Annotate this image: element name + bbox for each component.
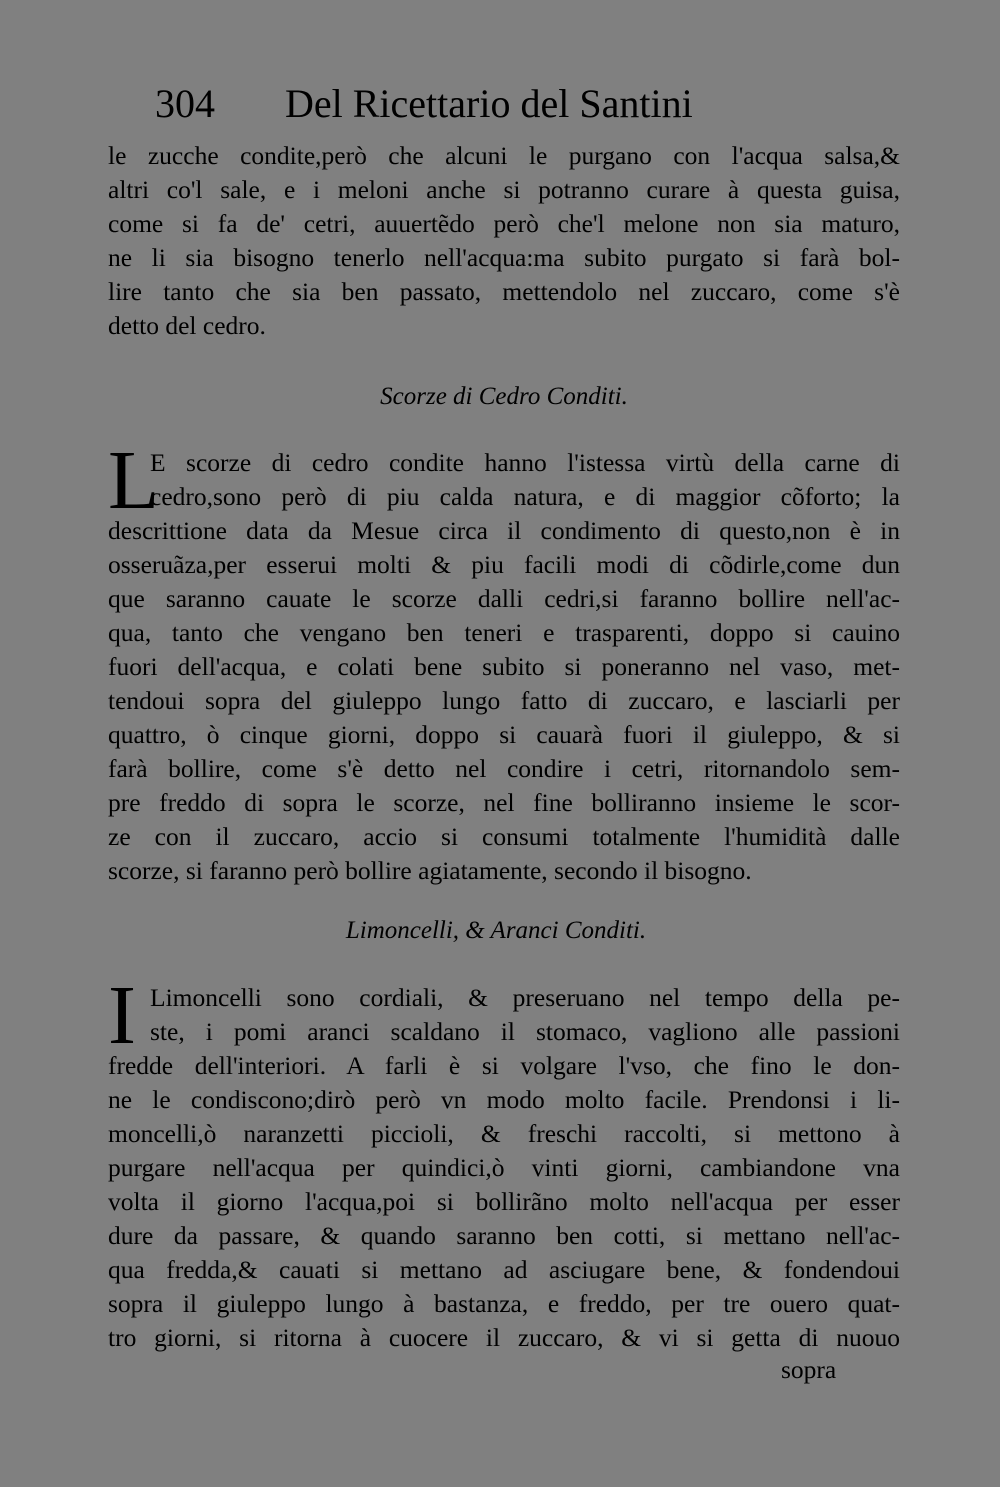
text-line: qua, tanto che vengano ben teneri e trasparenti, doppo si cauino — [108, 618, 900, 647]
text-line: scorze, si faranno però bollire agiatamente, secondo il bisogno. — [108, 856, 752, 885]
text-line: moncelli,ò naranzetti piccioli, & freschi raccolti, si mettono à — [108, 1119, 900, 1148]
text-line: tro giorni, si ritorna à cuocere il zuccaro, & vi si getta di nuouo — [108, 1323, 900, 1352]
text-line: ne li sia bisogno tenerlo nell'acqua:ma subito purgato si farà bol- — [108, 243, 900, 272]
text-line: Limoncelli sono cordiali, & preseruano nel tempo della pe- — [150, 983, 900, 1012]
drop-cap: L — [108, 434, 160, 527]
text-line: qua fredda,& cauati si mettano ad asciugare bene, & fondendoui — [108, 1255, 900, 1284]
text-line: osseruãza,per esserui molti & piu facili modi di cõdirle,come dun — [108, 550, 900, 579]
running-head — [155, 76, 775, 132]
text-line: volta il giorno l'acqua,poi si bollirãno molto nell'acqua per esser — [108, 1187, 900, 1216]
text-line: cedro,sono però di piu calda natura, e di maggior cõforto; la — [150, 482, 900, 511]
text-line: ne le condiscono;dirò però vn modo molto facile. Prendonsi i li- — [108, 1085, 900, 1114]
section-heading: Scorze di Cedro Conditi. — [380, 383, 628, 410]
text-line: E scorze di cedro condite hanno l'istessa virtù della carne di — [150, 448, 900, 477]
text-line: quattro, ò cinque giorni, doppo si cauarà fuori il giuleppo, & si — [108, 720, 900, 749]
text-line: purgare nell'acqua per quindici,ò vinti giorni, cambiandone vna — [108, 1153, 900, 1182]
paragraph-continued — [108, 139, 900, 343]
text-line: altri co'l sale, e i meloni anche si potranno curare à questa guisa, — [108, 175, 900, 204]
text-line: fuori dell'acqua, e colati bene subito si poneranno nel vaso, met- — [108, 652, 900, 681]
section-heading: Limoncelli, & Aranci Conditi. — [345, 917, 647, 944]
section-paragraph — [108, 969, 900, 1355]
text-line: le zucche condite,però che alcuni le purgano con l'acqua salsa,& — [108, 141, 900, 170]
catchword: sopra — [781, 1355, 837, 1384]
text-line: pre freddo di sopra le scorze, nel fine bolliranno insieme le scor- — [108, 788, 900, 817]
text-line: farà bollire, come s'è detto nel condire i cetri, ritornandolo sem- — [108, 754, 900, 783]
text-line: lire tanto che sia ben passato, mettendolo nel zuccaro, come s'è — [108, 277, 900, 306]
text-line: come si fa de' cetri, auuertẽdo però che'l melone non sia maturo, — [108, 209, 900, 238]
page-number: 304 — [155, 81, 215, 126]
text-line: sopra il giuleppo lungo à bastanza, e freddo, per tre ouero quat- — [108, 1289, 900, 1318]
text-line: detto del cedro. — [108, 311, 266, 340]
text-line: fredde dell'interiori. A farli è si volgare l'vso, che fino le don- — [108, 1051, 900, 1080]
text-line: que saranno cauate le scorze dalli cedri,si faranno bollire nell'ac- — [108, 584, 900, 613]
text-line: ze con il zuccaro, accio si consumi totalmente l'humidità dalle — [108, 822, 900, 851]
text-line: descrittione data da Mesue circa il condimento di questo,non è in — [108, 516, 900, 545]
drop-cap: I — [108, 969, 136, 1062]
text-line: tendoui sopra del giuleppo lungo fatto di zuccaro, e lasciarli per — [108, 686, 900, 715]
text-line: dure da passare, & quando saranno ben cotti, si mettano nell'ac- — [108, 1221, 900, 1250]
running-title: Del Ricettario del Santini — [285, 81, 693, 126]
section-paragraph — [108, 434, 900, 888]
text-line: ste, i pomi aranci scaldano il stomaco, vagliono alle passioni — [150, 1017, 900, 1046]
